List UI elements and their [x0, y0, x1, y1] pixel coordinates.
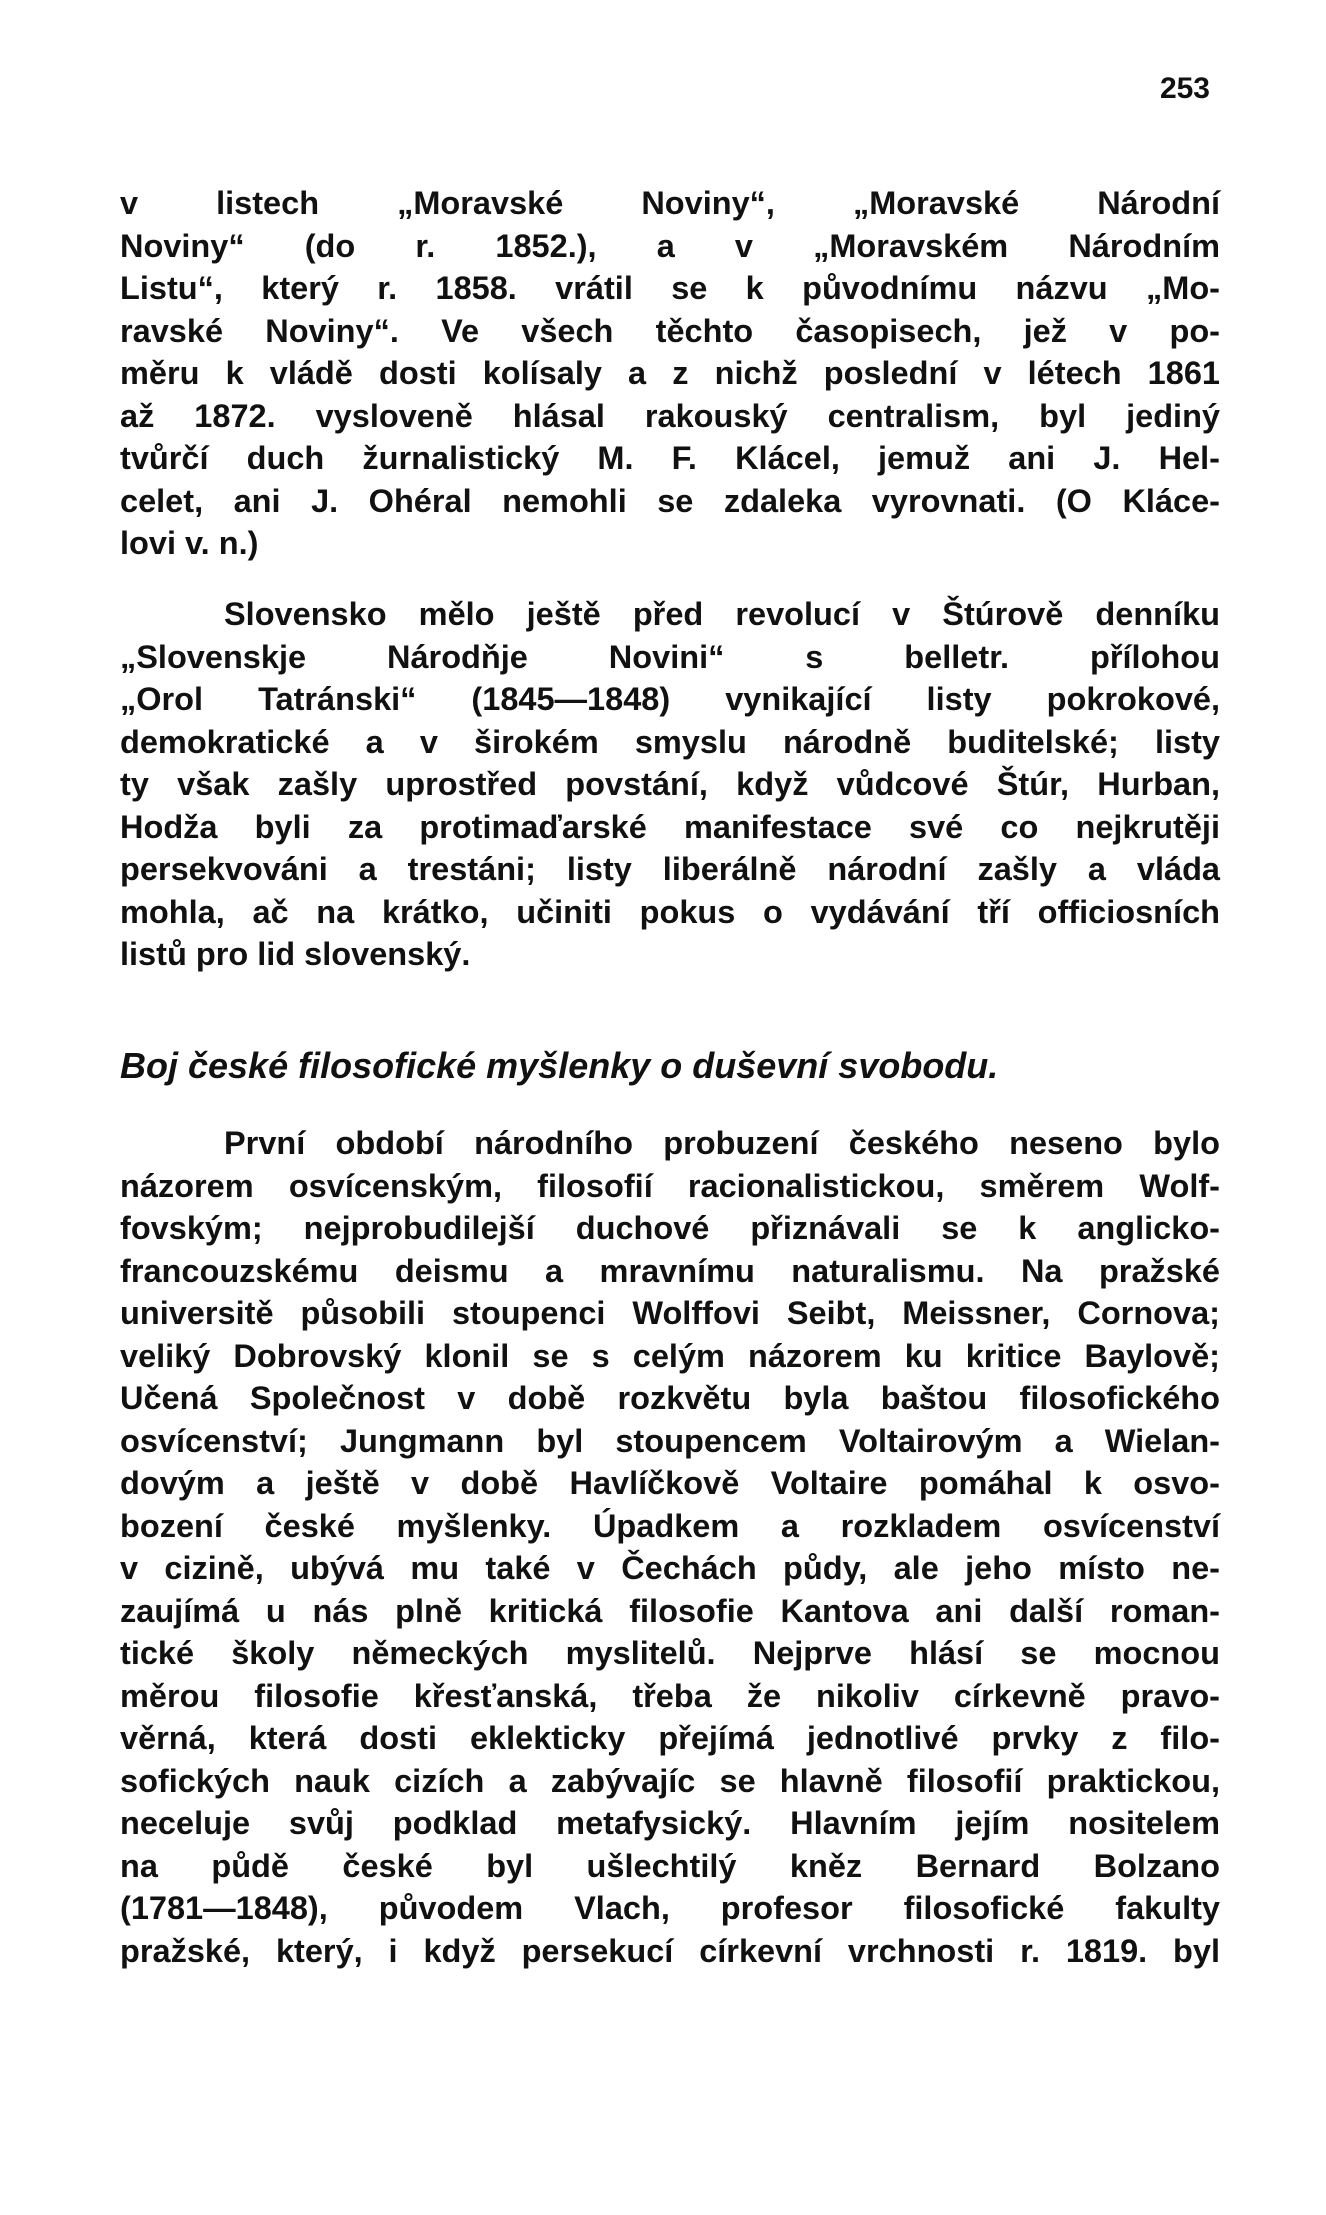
text-line: ravské Noviny“. Ve všech těchto časopisech, jež v po-: [120, 312, 1220, 349]
text-line: „Slovenskje Národňje Novini“ s belletr. přílohou: [120, 638, 1220, 675]
text-line: v listech „Moravské Noviny“, „Moravské Národní: [120, 185, 1220, 221]
text-line: názorem osvícenským, filosofií racionalistickou, směrem Wolf-: [120, 1167, 1220, 1204]
text-line: francouzskému deismu a mravnímu naturalismu. Na pražské: [120, 1252, 1220, 1289]
text-line: veliký Dobrovský klonil se s celým názorem ku kritice Baylově;: [120, 1337, 1220, 1374]
text-line: celet, ani J. Ohéral nemohli se zdaleka vyrovnati. (O Klácе-: [120, 482, 1220, 519]
text-line: dovým a ještě v době Havlíčkově Voltaire pomáhal k osvo-: [120, 1465, 1220, 1501]
text-line: Listu“, který r. 1858. vrátil se k původnímu názvu „Mo-: [120, 270, 1220, 306]
text-line: zaujímá u nás plně kritická filosofie Kantova ani další roman-: [120, 1592, 1220, 1629]
text-line: tické školy německých myslitelů. Nejprve hlásí se mocnou: [120, 1635, 1220, 1671]
text-line: demokratické a v širokém smyslu národně buditelské; listy: [120, 723, 1220, 760]
text-line: listů pro lid slovenský.: [120, 936, 471, 972]
text-line: v cizině, ubývá mu také v Čechách půdy, ale jeho místo ne-: [120, 1550, 1220, 1586]
text-line: ty však zašly uprostřed povstání, když vůdcové Štúr, Hurban,: [120, 766, 1220, 802]
text-line: Noviny“ (do r. 1852.), a v „Moravském Národním: [120, 227, 1220, 264]
section-heading: Boj české filosofické myšlenky o duševní svobodu.: [120, 1045, 999, 1086]
paragraph-2: [120, 593, 1220, 976]
text-line: na půdě české byl ušlechtilý kněz Bernard Bolzano: [120, 1847, 1220, 1884]
paragraph-1: [120, 182, 1220, 565]
text-line: bození české myšlenky. Úpadkem a rozkladem osvícenství: [120, 1507, 1220, 1544]
text-line: pražské, který, i když persekucí církevní vrchnosti r. 1819. byl: [120, 1932, 1220, 1969]
text-line: měrou filosofie křesťanská, třeba že nikoliv církevně pravo-: [120, 1677, 1220, 1714]
text-line: sofických nauk cizích a zabývajíc se hlavně filosofií praktickou,: [120, 1762, 1220, 1799]
text-line: Učená Společnost v době rozkvětu byla baštou filosofického: [120, 1380, 1220, 1416]
text-line: až 1872. vysloveně hlásal rakouský centralism, byl jediný: [120, 397, 1220, 434]
paragraph-3: [120, 1122, 1220, 1972]
text-line: tvůrčí duch žurnalistický M. F. Klácel, jemuž ani J. Hel-: [120, 440, 1220, 476]
text-line: lovi v. n.): [120, 525, 259, 561]
text-line: Slovensko mělo ještě před revolucí v Štúrově denníku: [224, 596, 1220, 632]
text-line: věrná, která dosti eklekticky přejímá jednotlivé prvky z filo-: [120, 1720, 1220, 1756]
text-line: „Orol Tatránski“ (1845—1848) vynikající listy pokrokové,: [120, 681, 1220, 717]
text-line: Hodža byli za protimaďarské manifestace své co nejkrutěji: [120, 808, 1220, 845]
text-line: neceluje svůj podklad metafysický. Hlavním jejím nositelem: [120, 1805, 1220, 1841]
text-line: mohla, ač na krátko, učiniti pokus o vydávání tří officiosních: [120, 893, 1220, 930]
text-line: persekvováni a trestáni; listy liberálně národní zašly a vláda: [120, 851, 1220, 887]
text-line: fovským; nejprobudilejší duchové přiznávali se k anglicko-: [120, 1210, 1220, 1246]
page-number: 253: [1159, 72, 1210, 105]
text-line: osvícenství; Jungmann byl stoupencem Voltairovým a Wielan-: [120, 1422, 1220, 1459]
text-line: měru k vládě dosti kolísaly a z nichž poslední v létech 1861: [120, 355, 1220, 391]
text-line: (1781—1848), původem Vlach, profesor filosofické fakulty: [120, 1890, 1220, 1926]
text-line: universitě působili stoupenci Wolffovi Seibt, Meissner, Cornova;: [120, 1295, 1220, 1331]
text-line: První období národního probuzení českého neseno bylo: [224, 1125, 1220, 1161]
